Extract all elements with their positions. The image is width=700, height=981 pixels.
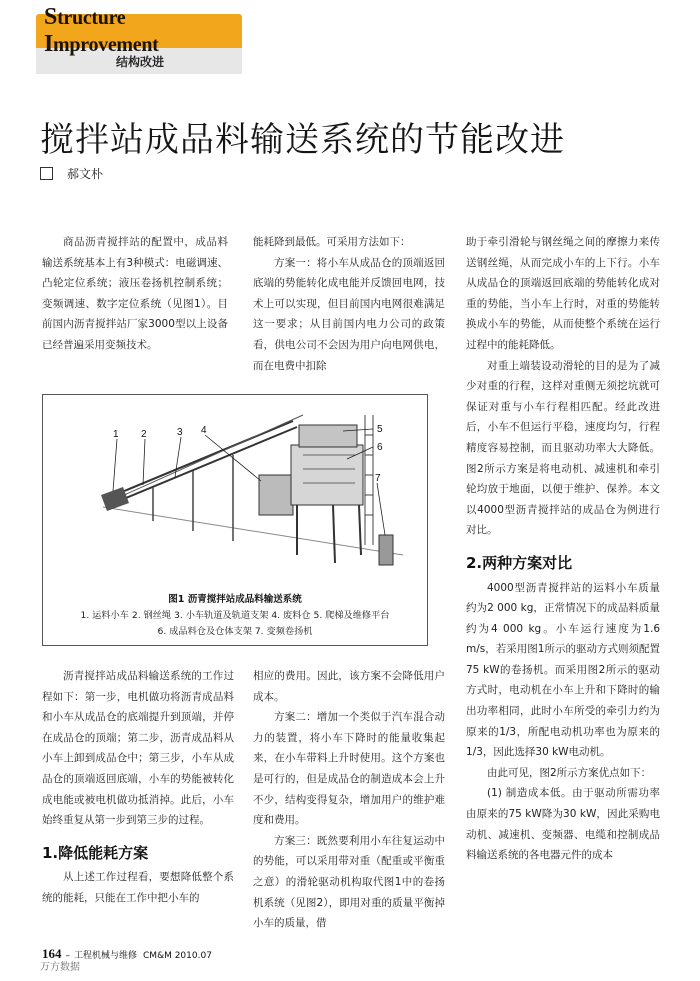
badge-initial-s: S (44, 4, 58, 30)
column-2-bottom (253, 666, 445, 934)
part-number-1: 1 (113, 429, 119, 440)
part-number-3: 3 (177, 427, 183, 438)
column-2-top (253, 232, 445, 376)
section-badge (36, 4, 242, 74)
article-title: 搅拌站成品料输送系统的节能改进 (40, 120, 565, 160)
column-1-top (42, 232, 228, 356)
section-badge-english (36, 4, 242, 57)
part-number-2: 2 (141, 429, 147, 440)
section-heading-1: 1.降低能耗方案 (42, 843, 149, 862)
figure-1 (42, 394, 428, 646)
badge-word-structure: tructure (57, 7, 126, 29)
journal-edition: CM&M 2010.07 (143, 951, 212, 961)
author-line (40, 165, 103, 182)
part-number-6: 6 (377, 442, 383, 453)
section-heading-2: 2.两种方案对比 (466, 553, 573, 572)
paragraph: 由此可见，图2所示方案优点如下： (487, 766, 652, 779)
paragraph: 方案三：既然要利用小车往复运动中的势能，可以采用带对重（配重或平衡重之意）的滑轮驱动机构取代图1中的卷扬机系统（见图2），即用对重的质量平衡掉小车的质量，借 (253, 834, 445, 930)
plant-drawing (43, 395, 429, 587)
badge-word-improvement: mprovement (53, 34, 159, 56)
paragraph: 方案二：增加一个类似于汽车混合动力的装置，将小车下降时的能量收集起来，在小车带料上升时使用。这个方案也是可行的，但是成品仓的制造成本会上升不少，结构变得复杂，增加用户的维护难度和费用。 (253, 711, 445, 827)
column-1-bottom (42, 666, 234, 909)
paragraph: 4000型沥青搅拌站的运料小车质量约为2 000 kg，正常情况下的成品料质量约为4 000 kg。小车运行速度为1.6 m/s，若采用图1所示的驱动方式则须配置75 kW的卷扬机。而采用图2所示的驱动方式时，电动机在小车上升和下降时的输出功率相同，此时小车所受的牵引力约为原来的1/3，所配电动机功率也为原来的1/3，因此选择30 kW电动机。 (466, 581, 660, 759)
journal-name: 工程机械与维修 (74, 951, 138, 961)
column-3 (466, 232, 660, 866)
paragraph: 相应的费用。因此，该方案不会降低用户成本。 (253, 670, 445, 703)
paragraph: 沥青搅拌站成品料输送系统的工作过程如下：第一步，电机做功将沥青成品料和小车从成品仓的底端提升到顶端，并停在成品仓的顶端；第二步，沥青成品料从小车上卸到成品仓中；第三步，小车从成品仓的顶端返回底端，小车的势能被转化成电能或被电机做功抵消掉。此后，小车始终重复从第一步到第三步的过程。 (42, 670, 234, 827)
figure-caption: 图1 沥青搅拌站成品料输送系统 (168, 594, 302, 605)
footer-dash: – (65, 951, 70, 961)
part-number-4: 4 (201, 425, 207, 436)
section-badge-chinese: 结构改进 (36, 48, 242, 74)
author-box-icon (40, 167, 53, 180)
badge-initial-i: I (44, 31, 54, 57)
page-number: 164 (42, 946, 62, 961)
paragraph: 方案一：将小车从成品仓的顶端返回底端的势能转化成电能并反馈回电网，技术上可以实现，但目前国内电网很难满足这一要求；从目前国内电力公司的政策看，供电公司不会因为用户向电网供电，而在电费中扣除 (253, 256, 445, 372)
figure-legend-line-2: 6. 成品料仓及仓体支架 7. 变频卷扬机 (157, 626, 313, 637)
author-name: 郝文朴 (67, 167, 104, 181)
paragraph: 能耗降到最低。可采用方法如下： (253, 236, 411, 248)
part-number-7: 7 (375, 473, 381, 484)
figure-legend-line-1: 1. 运料小车 2. 钢丝绳 3. 小车轨道及轨道支架 4. 废料仓 5. 爬梯及维修平台 (80, 610, 390, 621)
part-number-5: 5 (377, 424, 383, 435)
paragraph: 对重上端装设动滑轮的目的是为了减少对重的行程，这样对重侧无须挖坑就可保证对重与小车行程相匹配。经此改进后，小车不但运行平稳，速度均匀，行程精度容易控制，而且驱动功率大大降低。图2所示方案是将电动机、减速机和牵引轮均放于地面，以便于维护、保养。本文以4000型沥青搅拌站的成品仓为例进行对比。 (466, 359, 660, 537)
paragraph: 助于牵引滑轮与钢丝绳之间的摩擦力来传送钢丝绳，从而完成小车的上下行。小车从成品仓的顶端返回底端的势能转化成对重的势能，当小车上行时，对重的势能转换成小车的势能，从而使整个系统在运行过程中的能耗降低。 (466, 236, 660, 351)
watermark: 万方数据 (40, 962, 80, 973)
paragraph: 商品沥青搅拌站的配置中，成品料输送系统基本上有3种模式：电磁调速、凸轮定位系统；液压卷扬机控制系统；变频调速、数字定位系统（见图1）。目前国内沥青搅拌站厂家3000型以上设备已经普遍采用变频技术。 (42, 236, 228, 351)
paragraph: 从上述工作过程看，要想降低整个系统的能耗，只能在工作中把小车的 (42, 871, 234, 904)
paragraph: (1) 制造成本低。由于驱动所需功率由原来的75 kW降为30 kW，因此采购电动机、减速机、变频器、电缆和控制成品料输送系统的各电器元件的成本 (466, 787, 660, 862)
